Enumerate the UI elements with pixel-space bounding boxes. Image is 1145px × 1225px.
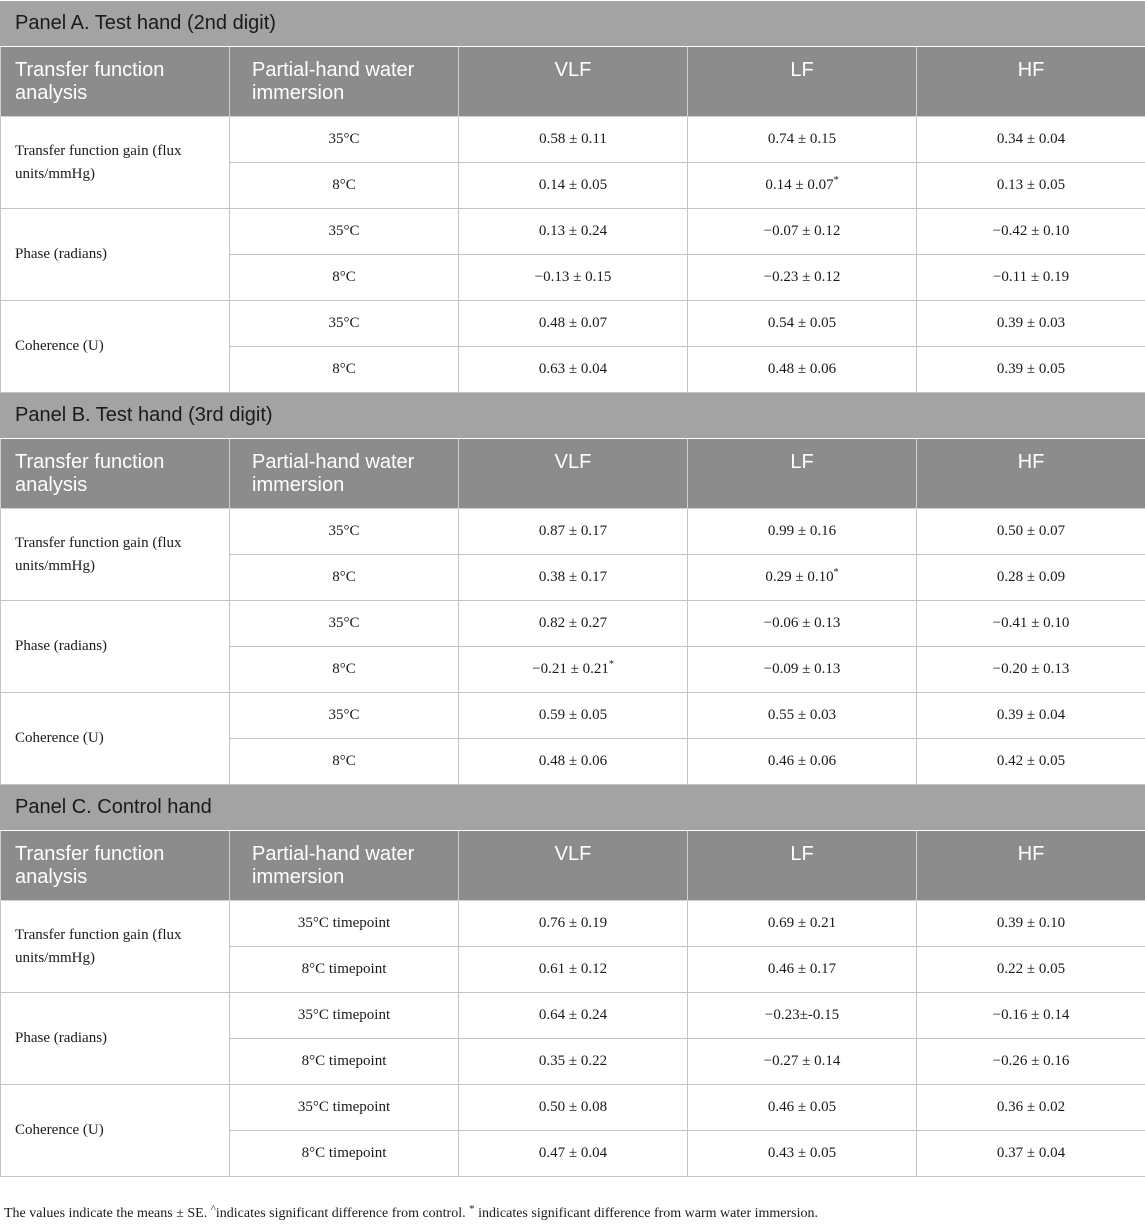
temperature-cell: 8°C [230,647,459,693]
column-header: Partial-hand water immersion [230,47,459,117]
hf-cell: −0.41 ± 0.10 [917,601,1145,647]
significance-marker: * [608,659,614,670]
hf-cell: 0.37 ± 0.04 [917,1131,1145,1177]
hf-cell: 0.13 ± 0.05 [917,163,1145,209]
vlf-cell: 0.82 ± 0.27 [459,601,688,647]
hf-cell: −0.42 ± 0.10 [917,209,1145,255]
parameter-label: Phase (radians) [1,993,230,1085]
column-header: HF [917,47,1145,117]
cell-value: 0.29 ± 0.10 [765,569,834,585]
vlf-cell: 0.48 ± 0.06 [459,739,688,785]
significance-marker: * [833,175,839,186]
vlf-cell: 0.47 ± 0.04 [459,1131,688,1177]
hf-cell: 0.28 ± 0.09 [917,555,1145,601]
vlf-cell: 0.64 ± 0.24 [459,993,688,1039]
lf-cell: −0.09 ± 0.13 [688,647,917,693]
column-header: VLF [459,47,688,117]
panel-title: Panel C. Control hand [1,785,1145,831]
lf-cell: 0.46 ± 0.06 [688,739,917,785]
vlf-cell: 0.87 ± 0.17 [459,509,688,555]
vlf-cell: 0.76 ± 0.19 [459,901,688,947]
lf-cell: 0.69 ± 0.21 [688,901,917,947]
column-header: Transfer function analysis [1,47,230,117]
temperature-cell: 8°C [230,739,459,785]
lf-cell: −0.23 ± 0.12 [688,255,917,301]
table-row [1,117,1145,163]
parameter-label: Coherence (U) [1,1085,230,1177]
temperature-cell: 8°C [230,255,459,301]
temperature-cell: 35°C [230,301,459,347]
hf-cell: 0.34 ± 0.04 [917,117,1145,163]
lf-cell: 0.54 ± 0.05 [688,301,917,347]
table-row [1,601,1145,647]
header-row [1,47,1145,117]
vlf-cell: 0.13 ± 0.24 [459,209,688,255]
hf-cell: 0.50 ± 0.07 [917,509,1145,555]
column-header: LF [688,439,917,509]
hf-cell: 0.39 ± 0.04 [917,693,1145,739]
hf-cell: −0.16 ± 0.14 [917,993,1145,1039]
header-row [1,831,1145,901]
vlf-cell: 0.48 ± 0.07 [459,301,688,347]
temperature-cell: 8°C [230,555,459,601]
temperature-cell: 35°C timepoint [230,993,459,1039]
panel-b [1,393,1145,785]
lf-cell: −0.27 ± 0.14 [688,1039,917,1085]
table-row [1,509,1145,555]
star-marker: * [469,1203,475,1215]
temperature-cell: 8°C [230,347,459,393]
temperature-cell: 8°C timepoint [230,1039,459,1085]
vlf-cell: 0.59 ± 0.05 [459,693,688,739]
lf-cell: 0.48 ± 0.06 [688,347,917,393]
column-header: VLF [459,831,688,901]
vlf-cell [459,647,688,693]
parameter-label: Coherence (U) [1,301,230,393]
significance-marker: * [833,567,839,578]
footnote-text: indicates significant difference from control. [215,1206,470,1221]
column-header: Partial-hand water immersion [230,439,459,509]
table-row [1,693,1145,739]
parameter-label: Transfer function gain (flux units/mmHg) [1,117,230,209]
lf-cell [688,163,917,209]
panel-a [1,1,1145,393]
column-header: Transfer function analysis [1,439,230,509]
column-header: Partial-hand water immersion [230,831,459,901]
column-header: Transfer function analysis [1,831,230,901]
temperature-cell: 35°C [230,117,459,163]
table-row [1,1085,1145,1131]
caret-marker: ^ [210,1203,216,1215]
temperature-cell: 35°C [230,601,459,647]
column-header: HF [917,831,1145,901]
vlf-cell: 0.63 ± 0.04 [459,347,688,393]
hf-cell: −0.20 ± 0.13 [917,647,1145,693]
hf-cell: 0.22 ± 0.05 [917,947,1145,993]
temperature-cell: 8°C [230,163,459,209]
temperature-cell: 35°C [230,693,459,739]
vlf-cell: −0.13 ± 0.15 [459,255,688,301]
table-row [1,993,1145,1039]
cell-value: 0.14 ± 0.07 [765,177,834,193]
temperature-cell: 8°C timepoint [230,947,459,993]
hf-cell: 0.39 ± 0.05 [917,347,1145,393]
table-row [1,901,1145,947]
footnote-text: indicates significant difference from warm water immersion. [474,1206,819,1221]
temperature-cell: 35°C [230,509,459,555]
lf-cell: 0.55 ± 0.03 [688,693,917,739]
hf-cell: 0.36 ± 0.02 [917,1085,1145,1131]
column-header: VLF [459,439,688,509]
table-row [1,301,1145,347]
lf-cell: 0.43 ± 0.05 [688,1131,917,1177]
vlf-cell: 0.61 ± 0.12 [459,947,688,993]
parameter-label: Coherence (U) [1,693,230,785]
column-header: LF [688,47,917,117]
temperature-cell: 35°C [230,209,459,255]
hf-cell: −0.11 ± 0.19 [917,255,1145,301]
vlf-cell: 0.14 ± 0.05 [459,163,688,209]
parameter-label: Transfer function gain (flux units/mmHg) [1,901,230,993]
panel-c [1,785,1145,1177]
temperature-cell: 8°C timepoint [230,1131,459,1177]
hf-cell: 0.39 ± 0.03 [917,301,1145,347]
parameter-label: Transfer function gain (flux units/mmHg) [1,509,230,601]
column-header: HF [917,439,1145,509]
lf-cell: −0.23±-0.15 [688,993,917,1039]
lf-cell [688,555,917,601]
table-footnote [4,1203,819,1222]
lf-cell: −0.07 ± 0.12 [688,209,917,255]
table-row [1,209,1145,255]
lf-cell: 0.99 ± 0.16 [688,509,917,555]
parameter-label: Phase (radians) [1,209,230,301]
lf-cell: 0.74 ± 0.15 [688,117,917,163]
lf-cell: −0.06 ± 0.13 [688,601,917,647]
panel-title: Panel B. Test hand (3rd digit) [1,393,1145,439]
lf-cell: 0.46 ± 0.17 [688,947,917,993]
lf-cell: 0.46 ± 0.05 [688,1085,917,1131]
vlf-cell: 0.38 ± 0.17 [459,555,688,601]
vlf-cell: 0.50 ± 0.08 [459,1085,688,1131]
cell-value: −0.21 ± 0.21 [532,661,609,677]
hf-cell: 0.39 ± 0.10 [917,901,1145,947]
vlf-cell: 0.35 ± 0.22 [459,1039,688,1085]
hf-cell: 0.42 ± 0.05 [917,739,1145,785]
temperature-cell: 35°C timepoint [230,901,459,947]
panel-title: Panel A. Test hand (2nd digit) [1,1,1145,47]
vlf-cell: 0.58 ± 0.11 [459,117,688,163]
temperature-cell: 35°C timepoint [230,1085,459,1131]
footnote-text: The values indicate the means ± SE. [4,1206,211,1221]
column-header: LF [688,831,917,901]
parameter-label: Phase (radians) [1,601,230,693]
hf-cell: −0.26 ± 0.16 [917,1039,1145,1085]
header-row [1,439,1145,509]
